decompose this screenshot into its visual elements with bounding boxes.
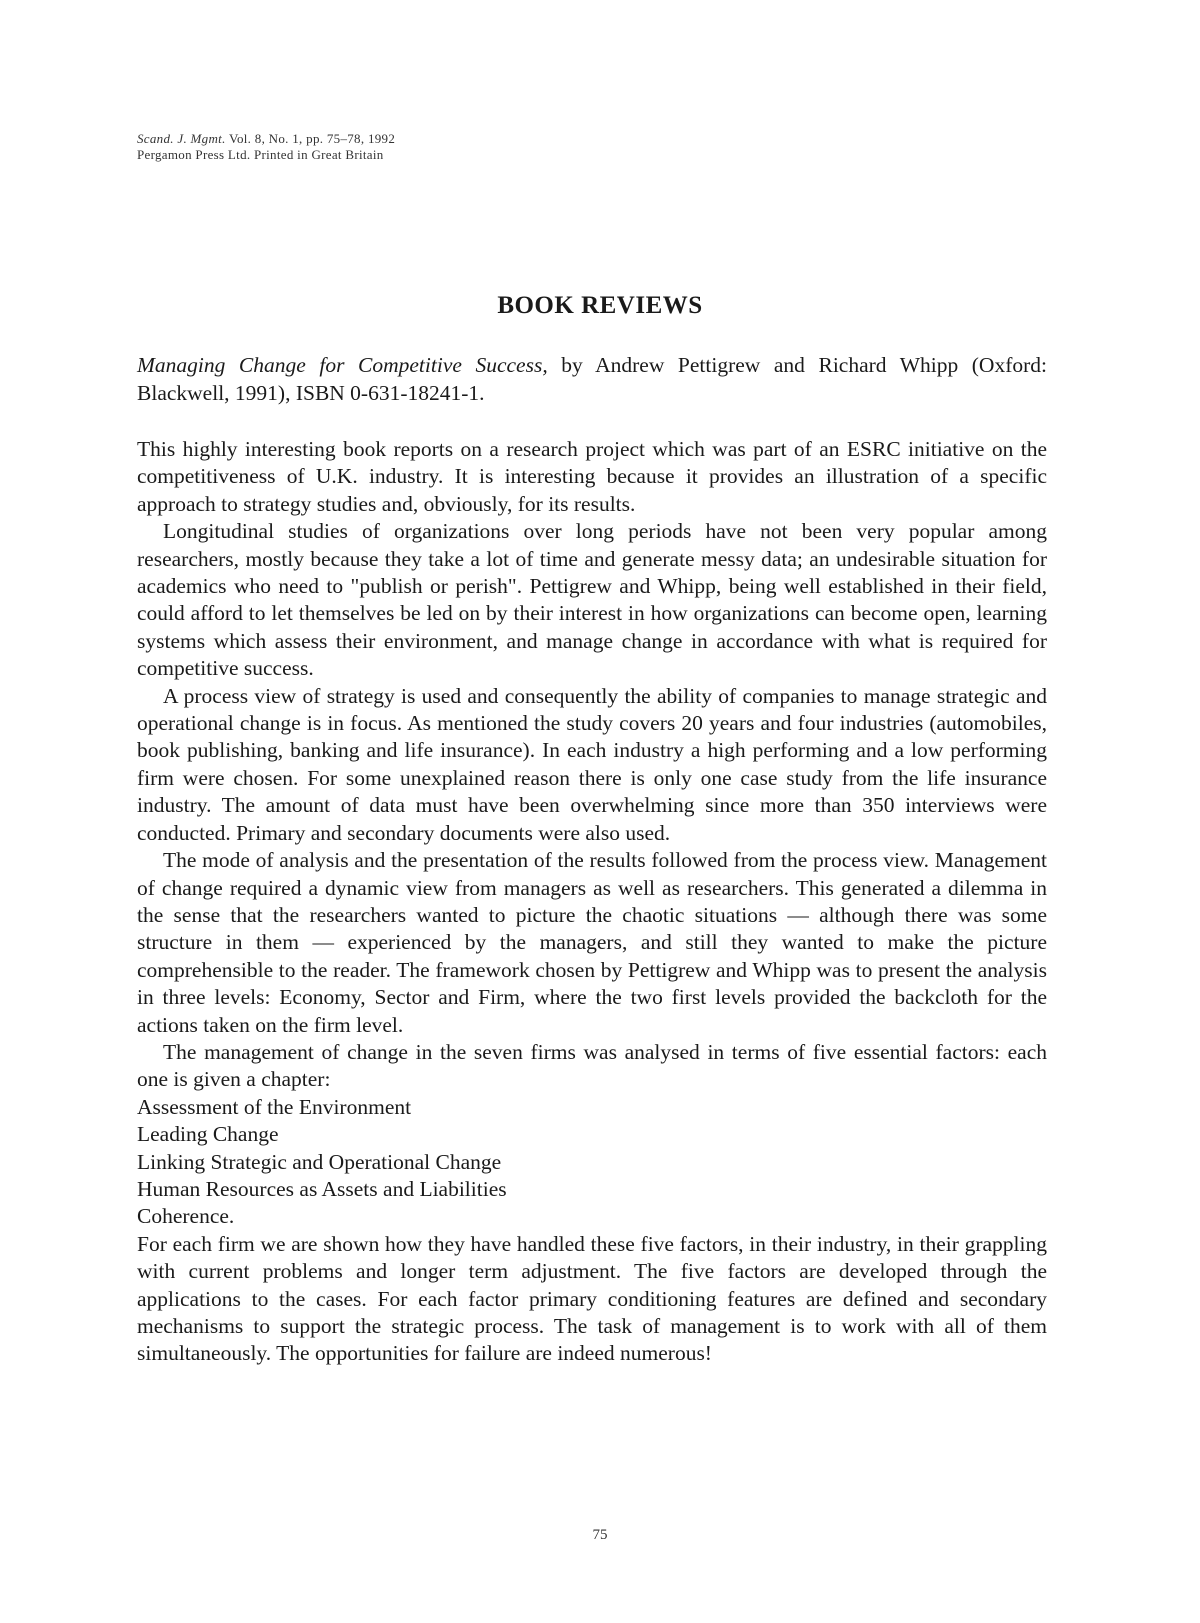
volume-info: Vol. 8, No. 1, pp. 75–78, 1992 <box>225 131 396 146</box>
factor-item: Linking Strategic and Operational Change <box>137 1149 502 1174</box>
paragraph-2: Longitudinal studies of organizations over long periods have not been very popular among researchers, mostly because they take a lot of time and generate messy data; an undesirable situation for academics who need to "publish or perish". Pettigrew and Whipp, being well established in their field, could afford to let themselves be led on by their interest in how organizations can become open, learning systems which assess their environment, and manage change in accordance with what is required for competitive success. <box>137 519 1047 681</box>
paragraph-5: The management of change in the seven firms was analysed in terms of five essential factors: each one is given a chapter: <box>137 1039 1047 1092</box>
journal-citation-line <box>137 131 395 147</box>
book-title: Managing Change for Competitive Success, <box>137 353 548 377</box>
book-citation <box>137 352 1047 407</box>
factor-item: Assessment of the Environment <box>137 1094 412 1119</box>
publisher-line: Pergamon Press Ltd. Printed in Great Britain <box>137 147 384 162</box>
factor-item: Human Resources as Assets and Liabilities <box>137 1176 507 1201</box>
factor-item: Leading Change <box>137 1122 279 1147</box>
paragraph-3: A process view of strategy is used and consequently the ability of companies to manage strategic and operational change is in focus. As mentioned the study covers 20 years and four industries (automobiles, book publishing, banking and life insurance). In each industry a high performing and a low performing firm were chosen. For some unexplained reason there is only one case study from the life insurance industry. The amount of data must have been overwhelming since more than 350 interviews were conducted. Primary and secondary documents were also used. <box>137 683 1047 845</box>
paragraph-6: For each firm we are shown how they have handled these five factors, in their industry, in their grappling with current problems and longer term adjustment. The five factors are developed through the applications to the cases. For each factor primary conditioning features are defined and secondary mechanisms to support the strategic process. The task of management is to work with all of them simultaneously. The opportunities for failure are indeed numerous! <box>137 1231 1047 1366</box>
page-number: 75 <box>592 1527 608 1543</box>
review-body <box>137 436 1047 1368</box>
factor-list <box>137 1094 1047 1231</box>
journal-abbrev: Scand. J. Mgmt. <box>137 131 226 146</box>
book-details: by Andrew Pettigrew and Richard Whipp (Oxford: Blackwell, 1991), ISBN 0-631-18241-1. <box>137 353 1047 405</box>
paragraph-1: This highly interesting book reports on a research project which was part of an ESRC initiative on the competitiveness of U.K. industry. It is interesting because it provides an illustration of a specific approach to strategy studies and, obviously, for its results. <box>137 437 1047 516</box>
factor-item: Coherence. <box>137 1204 235 1229</box>
section-title: BOOK REVIEWS <box>497 292 703 319</box>
paragraph-4: The mode of analysis and the presentation of the results followed from the process view. Management of change required a dynamic view from managers as well as researchers. This generated a dilemma in the sense that the researchers wanted to picture the chaotic situations — although there was some structure in them — experienced by the managers, and still they wanted to make the picture comprehensible to the reader. The framework chosen by Pettigrew and Whipp was to present the analysis in three levels: Economy, Sector and Firm, where the two first levels provided the backcloth for the actions taken on the firm level. <box>137 848 1047 1037</box>
journal-header <box>137 131 395 163</box>
